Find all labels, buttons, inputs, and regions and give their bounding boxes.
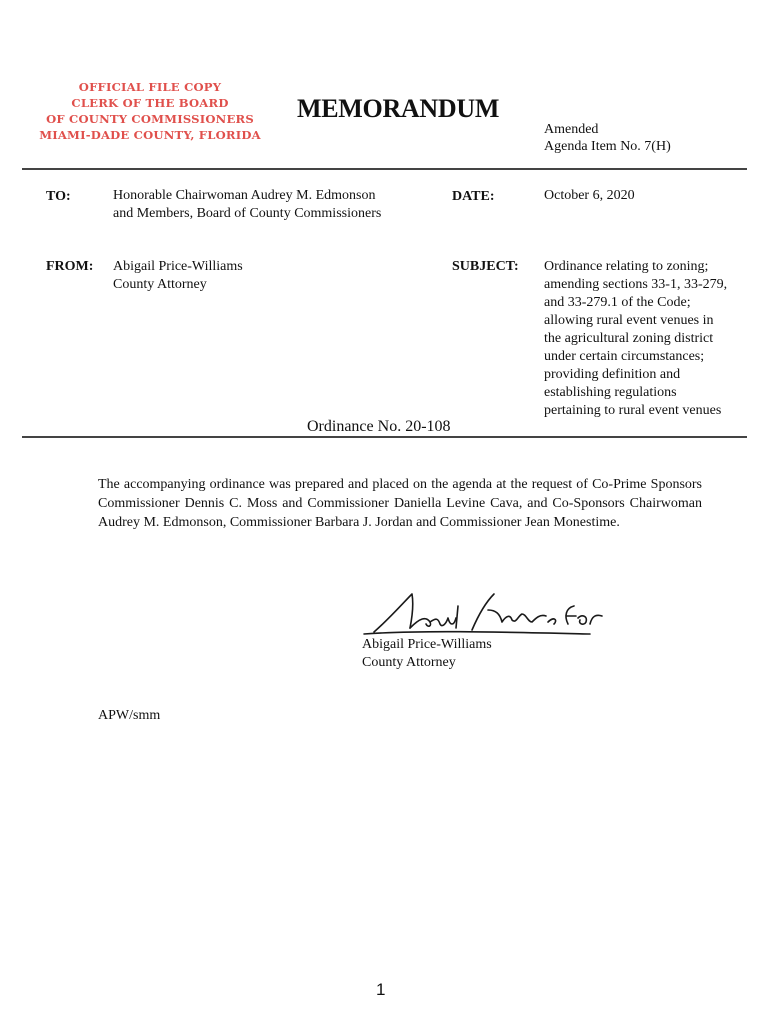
- subject-line: under certain circumstances;: [544, 349, 705, 364]
- to-recipient: [113, 187, 381, 223]
- to-line: Honorable Chairwoman Audrey M. Edmonson: [113, 188, 376, 203]
- stamp-line: MIAMI-DADE COUNTY, FLORIDA: [39, 128, 261, 142]
- subject-line: pertaining to rural event venues: [544, 403, 722, 418]
- official-file-copy-stamp: [36, 79, 264, 143]
- signatory-title: County Attorney: [362, 655, 456, 670]
- subject-divider: [22, 436, 747, 438]
- subject-line: providing definition and: [544, 367, 681, 382]
- from-line: County Attorney: [113, 277, 207, 292]
- subject-line: establishing regulations: [544, 385, 677, 400]
- amended-label: Amended: [544, 122, 599, 137]
- subject-line: allowing rural event venues in: [544, 313, 714, 328]
- to-label: TO:: [46, 189, 71, 204]
- subject-line: and 33-279.1 of the Code;: [544, 295, 691, 310]
- subject-line: amending sections 33-1, 33-279,: [544, 277, 728, 292]
- subject-label: SUBJECT:: [452, 259, 519, 274]
- date-label: DATE:: [452, 189, 495, 204]
- from-line: Abigail Price-Williams: [113, 259, 243, 274]
- stamp-line: OFFICIAL FILE COPY: [78, 80, 222, 94]
- agenda-item-block: [544, 121, 671, 155]
- typist-initials: APW/smm: [98, 708, 161, 723]
- signatory-name: Abigail Price-Williams: [362, 637, 492, 652]
- date-value: October 6, 2020: [544, 188, 635, 203]
- to-line: and Members, Board of County Commissioners: [113, 206, 382, 221]
- memo-body: The accompanying ordinance was prepared and placed on the agenda at the request of Co-Prime Sponsors Commissioner Dennis C. Moss and Commissioner Daniella Levine Cava, and Co-Sponsors Chairwoman Audrey M. Edmonson, Commissioner Barbara J. Jordan and Commissioner Jean Monestime.: [98, 477, 702, 530]
- stamp-line: OF COUNTY COMMISSIONERS: [46, 112, 254, 126]
- ordinance-number: Ordinance No. 20-108: [307, 418, 451, 435]
- memo-title: MEMORANDUM: [297, 94, 500, 123]
- signature-image: [360, 588, 610, 640]
- from-label: FROM:: [46, 259, 94, 274]
- stamp-line: CLERK OF THE BOARD: [71, 96, 229, 110]
- header-divider: [22, 168, 747, 170]
- subject-line: the agricultural zoning district: [544, 331, 714, 346]
- signature-block: [362, 636, 492, 672]
- agenda-item-number: Agenda Item No. 7(H): [544, 139, 671, 154]
- from-sender: [113, 258, 243, 294]
- page-number: 1: [376, 980, 386, 999]
- subject-line: Ordinance relating to zoning;: [544, 259, 709, 274]
- subject-text: [544, 258, 727, 420]
